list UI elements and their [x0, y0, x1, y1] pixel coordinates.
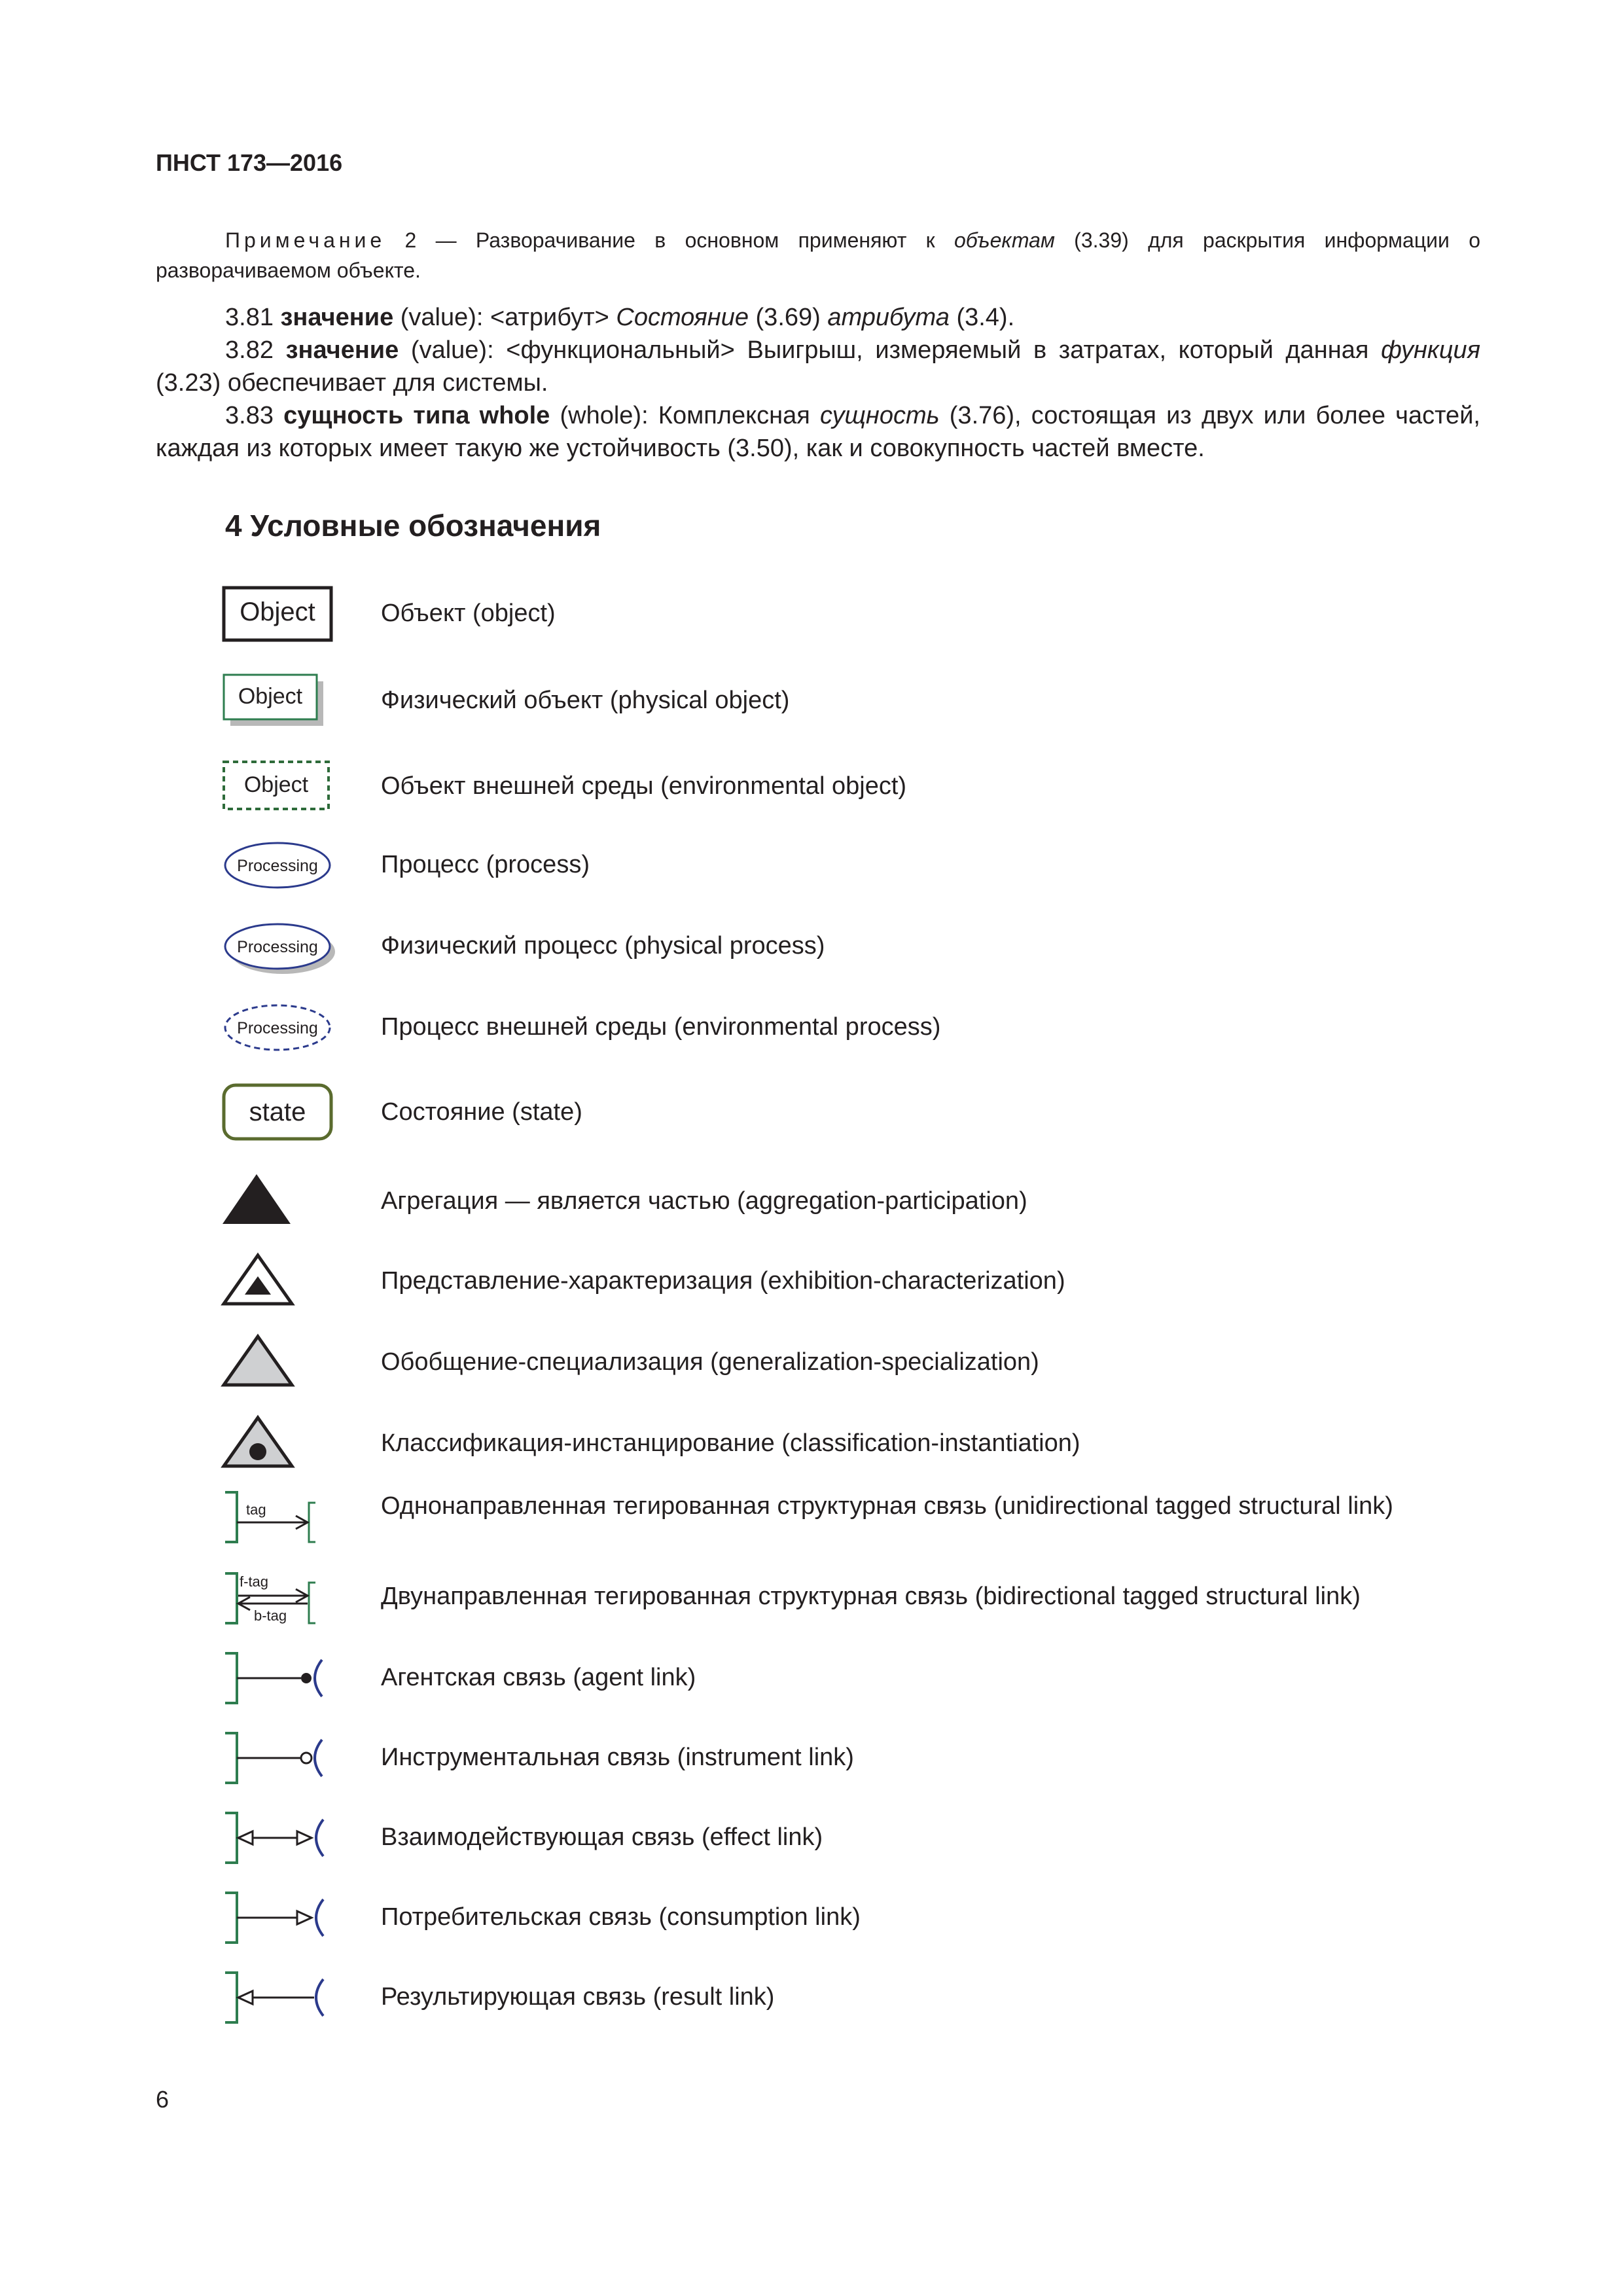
legend-label: Однонаправленная тегированная структурная связь (unidirectional tagged structural link) — [381, 1492, 1393, 1520]
term-number: 3.82 — [225, 336, 274, 364]
note-paragraph — [156, 225, 1480, 285]
physical-object-box-symbol — [216, 671, 334, 734]
instrument-link-icon — [216, 1729, 334, 1788]
note-text-italic: объектам — [954, 228, 1055, 252]
term-name: сущность типа whole — [283, 402, 550, 429]
generalization-triangle-icon — [216, 1333, 334, 1391]
term-name: значение — [280, 304, 394, 331]
result-link-icon — [216, 1969, 334, 2028]
term-definition: (3.4). — [949, 304, 1015, 331]
term-reference: сущность — [820, 402, 940, 429]
term-reference: функция — [1381, 336, 1480, 364]
note-text-after: (3.39) для раскрытия информации о разворачиваемом объекте. — [156, 228, 1481, 282]
legend-label: Взаимодействующая связь (effect link) — [381, 1823, 823, 1851]
note-text-before: — Разворачивание в основном применяют к — [416, 228, 954, 252]
f-tag-label: f-tag — [240, 1573, 269, 1590]
legend-label: Процесс (process) — [381, 851, 590, 878]
tag-label: tag — [246, 1501, 266, 1518]
physical-process-ellipse-symbol — [216, 922, 340, 980]
physical-object-box-text: Object — [238, 684, 303, 709]
legend-label: Процесс внешней среды (environmental process) — [381, 1013, 941, 1041]
note-number: 2 — [404, 228, 417, 252]
exhibition-triangle-icon — [216, 1251, 334, 1310]
legend-label: Обобщение-специализация (generalization-specialization) — [381, 1348, 1039, 1376]
legend-label: Объект внешней среды (environmental object) — [381, 772, 907, 800]
aggregation-triangle-icon — [216, 1172, 334, 1230]
term-definition: (3.23) обеспечивает для системы. — [156, 369, 548, 397]
term-definition: (value): <атрибут> — [393, 304, 616, 331]
section-title: 4 Условные обозначения — [225, 509, 601, 543]
unidirectional-tagged-link-icon — [216, 1488, 334, 1547]
legend-label: Агрегация — является частью (aggregation-participation) — [381, 1187, 1027, 1215]
process-ellipse-text: Processing — [237, 857, 318, 875]
term-name: значение — [285, 336, 399, 364]
legend-label: Физический процесс (physical process) — [381, 932, 825, 960]
term-3-81 — [156, 301, 1480, 334]
legend-label: Результирующая связь (result link) — [381, 1983, 775, 2011]
agent-link-icon — [216, 1649, 334, 1708]
consumption-link-icon — [216, 1889, 334, 1948]
term-number: 3.83 — [225, 402, 274, 429]
term-reference: атрибута — [827, 304, 950, 331]
term-definition: (3.69) — [748, 304, 828, 331]
state-box-symbol — [216, 1081, 334, 1144]
environmental-object-box-symbol — [216, 758, 334, 817]
bidirectional-tagged-link-icon — [216, 1570, 334, 1628]
process-ellipse-symbol — [216, 840, 334, 895]
object-box-text: Object — [240, 598, 315, 626]
legend-label: Представление-характеризация (exhibition-characterization) — [381, 1267, 1065, 1295]
effect-link-icon — [216, 1809, 334, 1868]
legend-label: Объект (object) — [381, 600, 556, 627]
legend-label: Двунаправленная тегированная структурная связь (bidirectional tagged structural link) — [381, 1583, 1361, 1610]
term-number: 3.81 — [225, 304, 274, 331]
b-tag-label: b-tag — [254, 1607, 287, 1624]
term-definition: (value): <функциональный> Выигрыш, измеряемый в затратах, который данная — [399, 336, 1382, 364]
term-3-83 — [156, 399, 1480, 465]
legend-label: Состояние (state) — [381, 1098, 582, 1126]
classification-triangle-icon — [216, 1414, 334, 1473]
legend-label: Классификация-инстанцирование (classification-instantiation) — [381, 1429, 1080, 1457]
physical-process-ellipse-text: Processing — [237, 938, 318, 956]
legend-label: Инструментальная связь (instrument link) — [381, 1744, 854, 1771]
document-code: ПНСТ 173—2016 — [156, 149, 343, 176]
note-label: Примечание — [225, 228, 386, 252]
term-definition: (whole): Комплексная — [550, 402, 820, 429]
legend-label: Потребительская связь (consumption link) — [381, 1903, 861, 1931]
environmental-process-ellipse-symbol — [216, 1003, 334, 1058]
page-number: 6 — [156, 2086, 169, 2113]
term-reference: Состояние — [616, 304, 749, 331]
object-box-symbol — [216, 584, 334, 647]
legend-label: Физический объект (physical object) — [381, 687, 790, 714]
term-3-82 — [156, 334, 1480, 399]
environmental-process-ellipse-text: Processing — [237, 1019, 318, 1037]
state-box-text: state — [249, 1098, 306, 1126]
terms-list — [156, 301, 1480, 465]
term-definition: (3.76), состоящая из двух или более частей, каждая из которых имеет такую же устойчивость (3.50), как и совокупность частей вместе. — [156, 402, 1480, 462]
legend-label: Агентская связь (agent link) — [381, 1664, 696, 1691]
environmental-object-box-text: Object — [243, 772, 309, 797]
